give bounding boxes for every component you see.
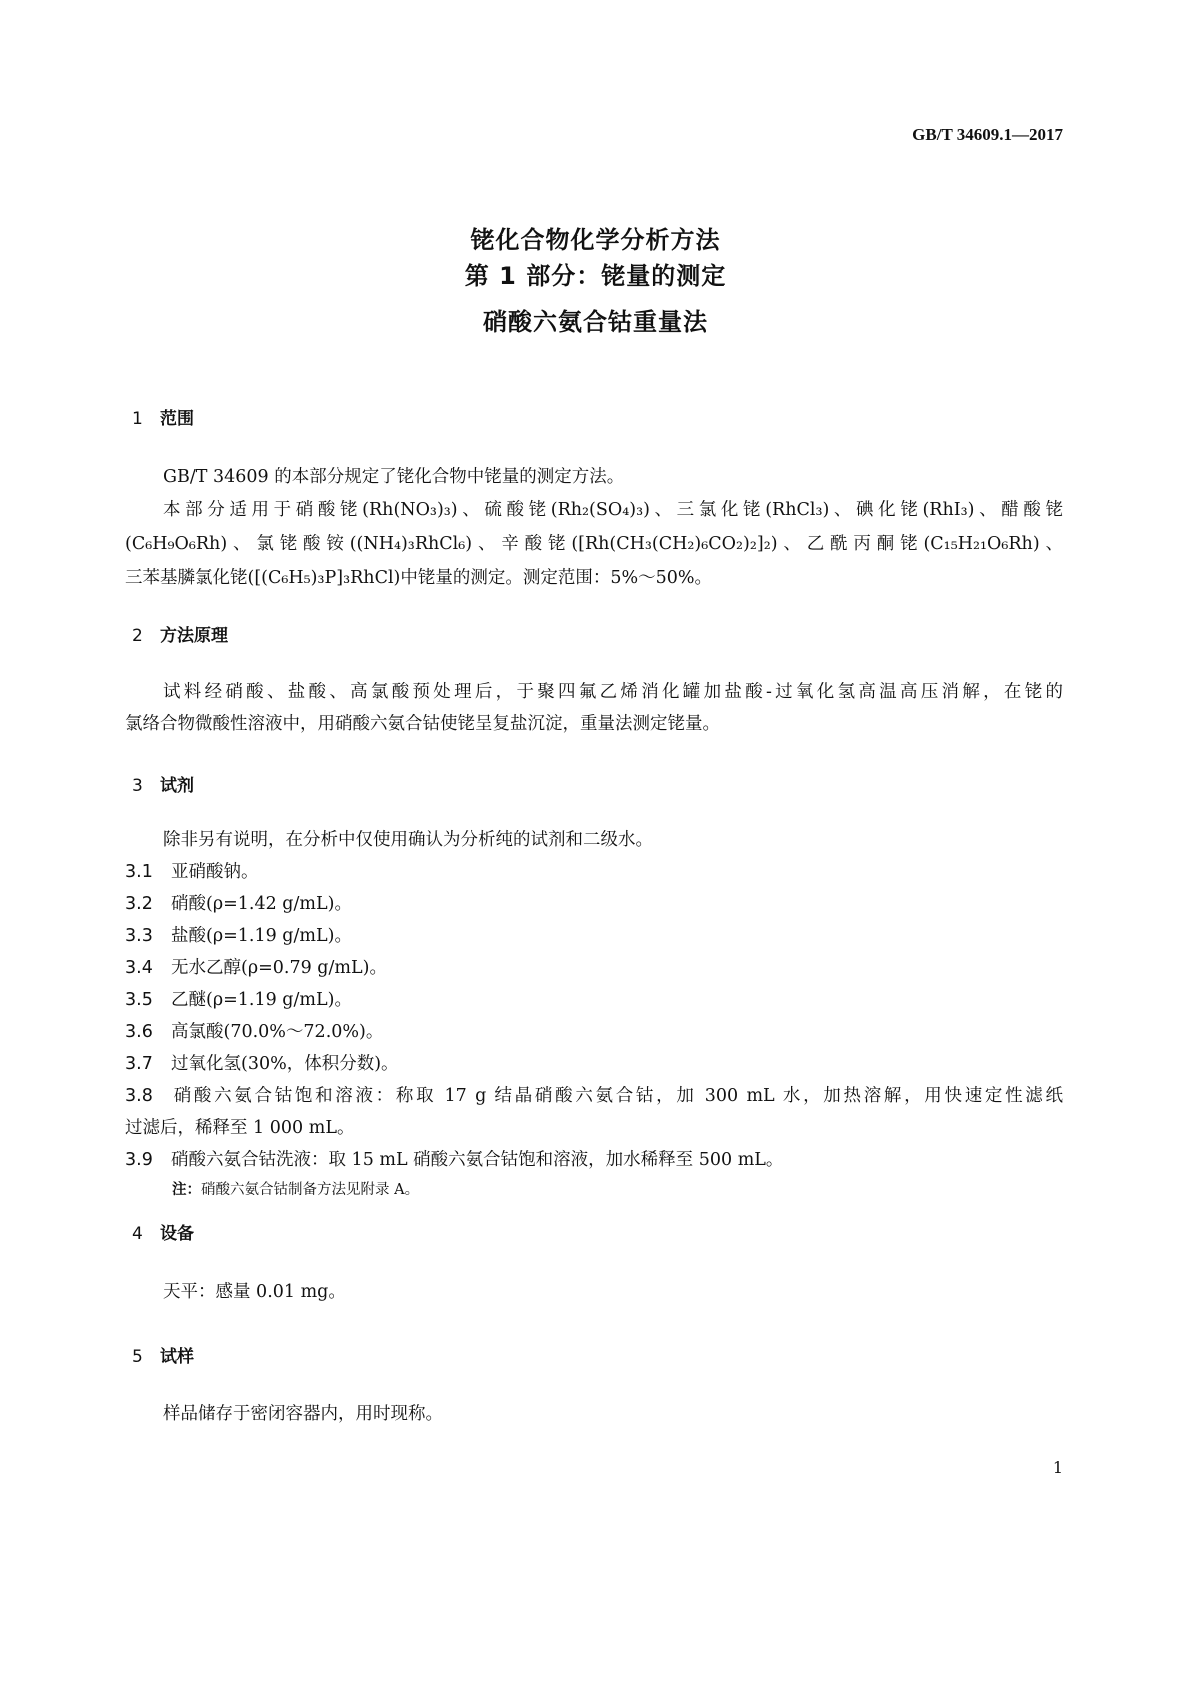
item-text: 硝酸(ρ=1.42 g/mL)。 xyxy=(171,894,352,914)
note-text: 硝酸六氨合钴制备方法见附录 A。 xyxy=(201,1182,420,1198)
page-number: 1 xyxy=(1052,1458,1063,1477)
item-number: 3.4 xyxy=(125,958,153,978)
item-number: 3.1 xyxy=(125,862,153,882)
reagent-item xyxy=(125,1082,1063,1107)
item-text: 硝酸六氨合钴洗液：取 15 mL 硝酸六氨合钴饱和溶液，加水稀释至 500 mL。 xyxy=(171,1150,784,1170)
item-text: 高氯酸(70.0%～72.0%)。 xyxy=(171,1022,384,1042)
section-1-heading xyxy=(132,404,194,429)
section-5-heading xyxy=(132,1342,194,1367)
reagent-item xyxy=(125,986,1063,1011)
title-line-1: 铑化合物化学分析方法 xyxy=(470,226,721,254)
section-title: 试剂 xyxy=(160,776,194,796)
reagent-item xyxy=(125,1018,1063,1043)
section-3-heading xyxy=(132,771,194,796)
reagent-item xyxy=(125,954,1063,979)
item-number: 3.9 xyxy=(125,1150,153,1170)
item-number: 3.8 xyxy=(125,1086,153,1106)
section-title: 范围 xyxy=(160,409,194,429)
title-line-3: 硝酸六氨合钴重量法 xyxy=(483,308,708,336)
item-number: 3.3 xyxy=(125,926,153,946)
sample-text: 样品储存于密闭容器内，用时现称。 xyxy=(163,1404,443,1424)
scope-paragraph-2-line-2: (C₆H₉O₆Rh)、氯铑酸铵((NH₄)₃RhCl₆)、辛酸铑([Rh(CH₃(CH₂)₆CO₂)₂]₂)、乙酰丙酮铑(C₁₅H₂₁O₆Rh)、 xyxy=(125,534,1063,554)
reagent-item xyxy=(125,1050,1063,1075)
section-title: 方法原理 xyxy=(160,626,228,646)
reagents-intro: 除非另有说明，在分析中仅使用确认为分析纯的试剂和二级水。 xyxy=(163,830,653,850)
title-line-2: 第 1 部分：铑量的测定 xyxy=(464,262,727,290)
item-text: 硝酸六氨合钴饱和溶液：称取 17 g 结晶硝酸六氨合钴，加 300 mL 水，加热溶解，用快速定性滤纸 xyxy=(171,1086,1063,1106)
section-4-heading xyxy=(132,1219,194,1244)
item-number: 3.6 xyxy=(125,1022,153,1042)
equipment-text: 天平：感量 0.01 mg。 xyxy=(163,1282,346,1302)
section-number: 4 xyxy=(132,1224,143,1244)
section-number: 5 xyxy=(132,1347,143,1367)
principle-line-1: 试料经硝酸、盐酸、高氯酸预处理后，于聚四氟乙烯消化罐加盐酸-过氧化氢高温高压消解，在铑的 xyxy=(163,682,1063,702)
reagent-item xyxy=(125,890,1063,915)
section-title: 设备 xyxy=(160,1224,194,1244)
section-title: 试样 xyxy=(160,1347,194,1367)
section-number: 1 xyxy=(132,409,143,429)
note-label: 注： xyxy=(172,1182,201,1198)
item-number: 3.2 xyxy=(125,894,153,914)
scope-paragraph-1: GB/T 34609 的本部分规定了铑化合物中铑量的测定方法。 xyxy=(163,467,625,487)
note xyxy=(172,1178,419,1199)
reagent-item xyxy=(125,922,1063,947)
item-number: 3.7 xyxy=(125,1054,153,1074)
item-text: 盐酸(ρ=1.19 g/mL)。 xyxy=(171,926,352,946)
principle-line-2: 氯络合物微酸性溶液中，用硝酸六氨合钴使铑呈复盐沉淀，重量法测定铑量。 xyxy=(125,714,720,734)
item-text: 无水乙醇(ρ=0.79 g/mL)。 xyxy=(171,958,387,978)
reagent-item xyxy=(125,858,1063,883)
item-text: 过氧化氢(30%，体积分数)。 xyxy=(171,1054,399,1074)
scope-paragraph-2-line-3: 三苯基膦氯化铑([(C₆H₅)₃P]₃RhCl)中铑量的测定。测定范围：5%～50%。 xyxy=(125,568,713,588)
item-text: 乙醚(ρ=1.19 g/mL)。 xyxy=(171,990,352,1010)
section-2-heading xyxy=(132,621,228,646)
item-text: 亚硝酸钠。 xyxy=(171,862,259,882)
item-number: 3.5 xyxy=(125,990,153,1010)
section-number: 3 xyxy=(132,776,143,796)
scope-paragraph-2-line-1: 本部分适用于硝酸铑(Rh(NO₃)₃)、硫酸铑(Rh₂(SO₄)₃)、三氯化铑(RhCl₃)、碘化铑(RhI₃)、醋酸铑 xyxy=(163,500,1063,520)
reagent-item xyxy=(125,1146,1063,1171)
reagent-item-continuation: 过滤后，稀释至 1 000 mL。 xyxy=(125,1118,355,1138)
section-number: 2 xyxy=(132,626,143,646)
document-number: GB/T 34609.1—2017 xyxy=(912,125,1063,144)
